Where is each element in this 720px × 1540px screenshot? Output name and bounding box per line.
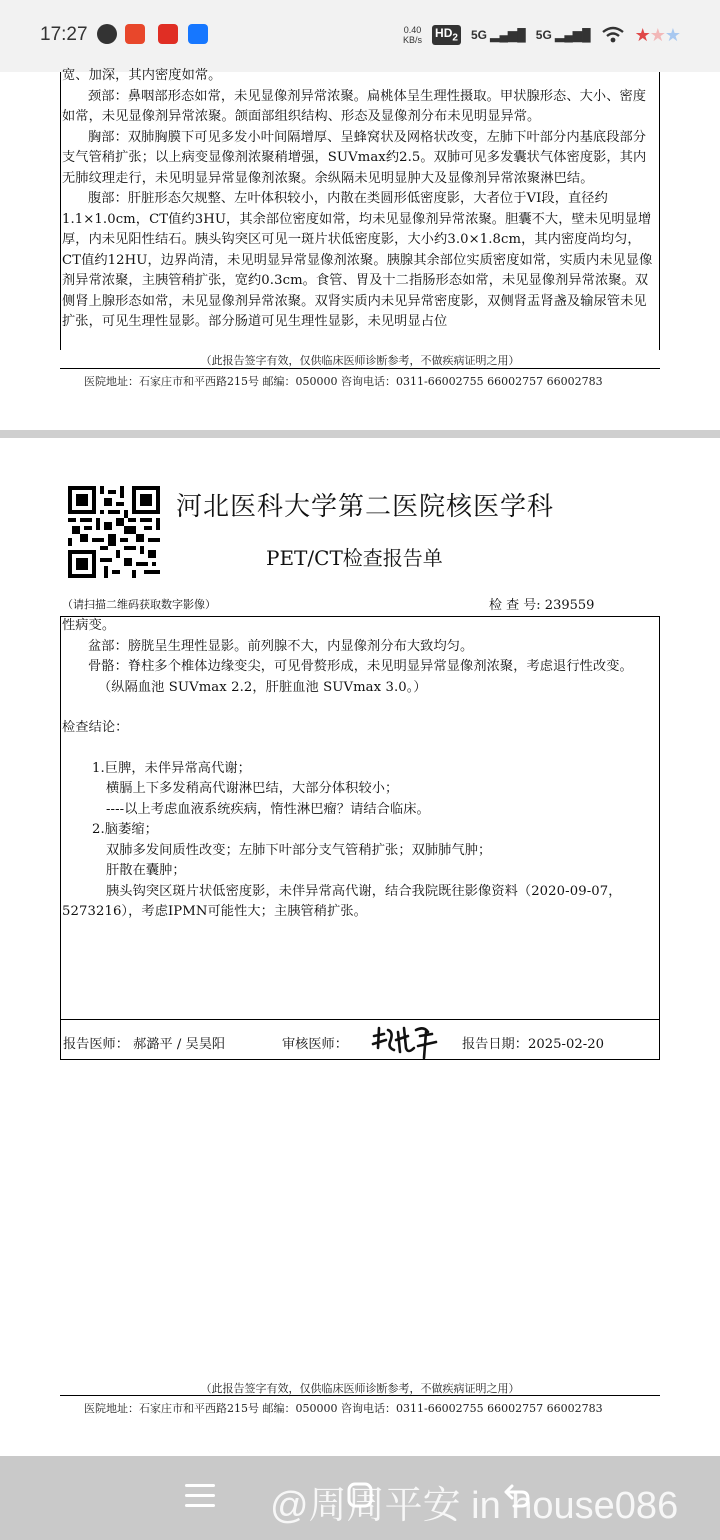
- signal-icon-2: 5G ▂▄▆█: [535, 28, 591, 42]
- findings-abdomen: 腹部：肝脏形态欠规整、左叶体积较小，内散在类圆形低密度影，大者位于VI段，直径约1.1×1.0cm，CT值约3HU，其余部位密度如常，均未见显像剂异常浓聚。胆囊不大，壁未见明显增厚，内未见阳性结石。胰头钩突区可见一斑片状低密度影，大小约3.0×1.8cm，其内密度尚均匀，CT值约12HU，边界尚清，未见明显异常显像剂浓聚。胰腺其余部位实质密度如常，实质内未见显像剂异常浓聚，主胰管稍扩张，宽约0.3cm。食管、胃及十二指肠形态如常，未见显像剂异常浓聚。双侧肾上腺形态如常，未见显像剂异常浓聚。双肾实质内未见异常密度影，双侧肾盂肾盏及输尿管未见扩张，可见生理性显影。部分肠道可见生理性显影，未见明显占位: [62, 191, 653, 329]
- report-date-value: 2025-02-20: [527, 1037, 604, 1052]
- clock: 17:27: [40, 24, 88, 45]
- left-border: [60, 72, 61, 350]
- qr-code[interactable]: [68, 486, 160, 578]
- signal-label-1: 5G: [470, 28, 487, 42]
- signal-label-2: 5G: [535, 28, 552, 42]
- findings-text-page-1: [62, 66, 658, 333]
- findings-pelvis: 盆部：膀胱呈生理性显影。前列腺不大，内显像剂分布大致均匀。: [88, 638, 474, 654]
- app-icon-alipay: [188, 24, 208, 44]
- app-icon-red-1: [125, 24, 145, 44]
- report-title: PET/CT检查报告单: [266, 546, 443, 570]
- disclaimer-page-1: （此报告签字有效，仅供临床医师诊断参考，不做疾病证明之用）: [200, 354, 520, 367]
- reporter-line: [63, 1033, 225, 1052]
- status-indicators: [403, 20, 680, 50]
- qr-note: （请扫描二维码获取数字影像）: [62, 598, 216, 611]
- watermark: @周周平安 in house086: [270, 1485, 679, 1527]
- hd-icon: [432, 25, 461, 44]
- page-separator: [0, 430, 720, 438]
- exam-number-label: 检 查 号:: [489, 598, 541, 613]
- signature-divider: [61, 1019, 659, 1020]
- findings-line: 性病变。: [62, 618, 116, 633]
- address-page-2: 医院地址：石家庄市和平西路215号 邮编：050000 咨询电话：0311-66002755 66002757 66002783: [84, 1402, 603, 1415]
- findings-text-page-2: [62, 616, 658, 923]
- conclusion-1a: 横膈上下多发稍高代谢淋巴结，大部分体积较小；: [106, 781, 399, 796]
- findings-chest: 胸部：双肺胸膜下可见多发小叶间隔增厚、呈蜂窝状及网格状改变，左肺下叶部分内基底段部分支气管稍扩张；以上病变显像剂浓聚稍增强，SUVmax约2.5。双肺可见多发囊状气体密度影，其内无肺纹理走行，未见明显异常显像剂浓聚。余纵隔未见明显肿大及显像剂异常浓聚淋巴结。: [62, 129, 647, 186]
- app-icon-taobao: [158, 24, 178, 44]
- footer-divider-page-1: [60, 368, 660, 369]
- reporter-names: 郝潞平 / 吴昊阳: [133, 1037, 226, 1052]
- conclusion-2c: 胰头钩突区斑片状低密度影，未伴异常高代谢，结合我院既往影像资料（2020-09-07，5273216），考虑IPMN可能性大；主胰管稍扩张。: [62, 883, 622, 919]
- network-speed: [403, 25, 422, 45]
- findings-suv: （纵隔血池 SUVmax 2.2，肝脏血池 SUVmax 3.0。）: [98, 679, 427, 695]
- speed-unit: KB/s: [403, 35, 423, 45]
- exam-number-value: 239559: [544, 598, 595, 613]
- hd-label: HD: [435, 26, 453, 41]
- disclaimer-page-2: （此报告签字有效，仅供临床医师诊断参考，不做疾病证明之用）: [200, 1382, 520, 1395]
- conclusion-2b: 肝散在囊肿；: [106, 863, 186, 878]
- conclusion-label: 检查结论：: [62, 720, 129, 735]
- hd-sub: 2: [452, 32, 458, 44]
- right-border: [659, 72, 660, 350]
- conclusion-1: 1.巨脾，未伴异常高代谢；: [92, 760, 251, 776]
- conclusion-2a: 双肺多发间质性改变；左肺下叶部分支气管稍扩张；双肺肺气肿；: [106, 842, 492, 858]
- status-bar: [0, 0, 720, 72]
- reviewer-signature: [370, 1018, 442, 1062]
- report-frame: [60, 616, 660, 1060]
- report-date: [462, 1033, 604, 1052]
- speed-value: 0.40: [403, 25, 422, 35]
- app-icon-generic: [97, 24, 117, 44]
- findings-neck: 颈部：鼻咽部形态如常，未见显像剂异常浓聚。扁桃体呈生理性摄取。甲状腺形态、大小、密度如常，未见显像剂异常浓聚。颌面部组织结构、形态及显像剂分布未见明显异常。: [62, 88, 647, 124]
- conclusion-2: 2.脑萎缩；: [92, 822, 158, 837]
- exam-number: [489, 594, 594, 613]
- report-date-label: 报告日期：: [462, 1037, 528, 1052]
- report-page-1: [0, 68, 720, 430]
- findings-line: 宽、加深，其内密度如常。: [62, 68, 222, 83]
- menu-icon[interactable]: [185, 1484, 215, 1508]
- rating-icon: ★★★: [634, 24, 680, 45]
- reviewer-label: 审核医师：: [282, 1037, 348, 1052]
- findings-bone: 骨骼：脊柱多个椎体边缘变尖，可见骨赘形成，未见明显异常显像剂浓聚，考虑退行性改变。: [88, 659, 633, 674]
- signal-icon-1: 5G ▂▄▆█: [470, 28, 526, 42]
- reporter-label: 报告医师：: [63, 1037, 129, 1052]
- conclusion-1b: ----以上考虑血液系统疾病，惰性淋巴瘤？请结合临床。: [106, 801, 430, 817]
- wifi-icon: [601, 26, 625, 44]
- address-page-1: 医院地址：石家庄市和平西路215号 邮编：050000 咨询电话：0311-66002755 66002757 66002783: [84, 375, 603, 388]
- footer-divider-page-2: [60, 1395, 660, 1396]
- hospital-title: 河北医科大学第二医院核医学科: [176, 492, 555, 522]
